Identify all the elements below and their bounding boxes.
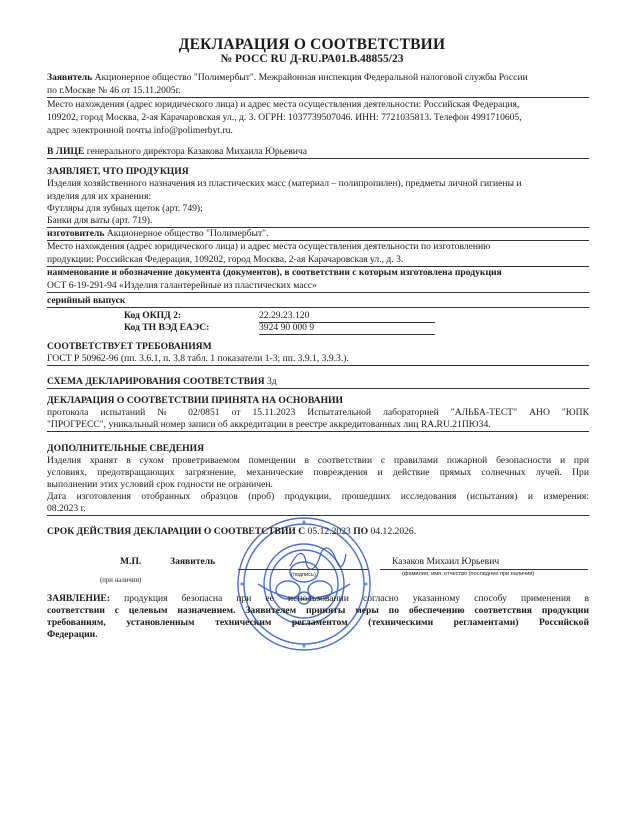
release-type: серийный выпуск bbox=[47, 295, 126, 306]
applicant-label: Заявитель bbox=[47, 72, 93, 83]
basis-line-1-text: протокола испытаний № 02/0851 от 15.11.2023 Испытательной лабораторией "АЛЬБА-ТЕСТ" АНО "ЮПК bbox=[47, 407, 589, 418]
manufacturer-label: изготовитель bbox=[47, 228, 105, 239]
divider bbox=[259, 334, 435, 335]
product-line-2: изделия для их хранения: bbox=[47, 191, 152, 202]
additional-line-2-text: условиях, предотвращающих загрязнение, механические повреждения и действие прямых солнечных лучей. При bbox=[47, 467, 589, 478]
mp-caption: (при наличии) bbox=[100, 577, 142, 584]
mp-label: М.П. bbox=[120, 556, 142, 567]
okpd-label: Код ОКПД 2: bbox=[124, 310, 182, 321]
divider bbox=[47, 365, 589, 366]
additional-line-1-text: Изделия хранят в сухом проветриваемом помещении в соответствии с правилами пожарной безопасности и при bbox=[47, 455, 589, 466]
statement-text-3: требованиям, установленным техническим регламентом (техническими регламентами) Российской bbox=[47, 617, 589, 628]
divider bbox=[47, 158, 589, 159]
statement-line-2 bbox=[47, 605, 589, 617]
additional-line-5: 08.2023 г. bbox=[47, 503, 86, 514]
scheme-line bbox=[47, 376, 277, 388]
additional-line-1 bbox=[47, 455, 589, 467]
signature-mark bbox=[288, 546, 348, 572]
statement-label: ЗАЯВЛЕНИЕ: bbox=[47, 593, 111, 604]
additional-line-3: выполнении этих условий срок годности не ограничен. bbox=[47, 479, 273, 490]
scheme-heading: СХЕМА ДЕКЛАРИРОВАНИЯ СООТВЕТСТВИЯ bbox=[47, 376, 265, 387]
tnved-value: 3924 90 000 9 bbox=[259, 322, 315, 333]
additional-line-2 bbox=[47, 467, 589, 479]
applicant-name: Акционерное общество "Полимербыт". Межрайонная инспекция Федеральной налоговой службы России bbox=[94, 72, 528, 83]
manufacturer-line bbox=[47, 228, 268, 240]
applicant-address-line-1: Место нахождения (адрес юридического лица) и адрес места осуществления деятельности: Российская Федерация, bbox=[47, 99, 520, 110]
signer-name-caption: (фамилия, имя, отчество (последнее при наличии) bbox=[402, 571, 535, 577]
product-heading: ЗАЯВЛЯЕТ, ЧТО ПРОДУКЦИЯ bbox=[47, 166, 189, 177]
declaration-number: № РОСС RU Д-RU.РА01.В.48855/23 bbox=[220, 53, 404, 65]
declaration-title: ДЕКЛАРАЦИЯ О СООТВЕТСТВИИ bbox=[178, 36, 446, 53]
divider bbox=[47, 97, 589, 98]
additional-line-4-text: Дата изготовления отобранных образцов (проб) продукции, прошедших исследования (испытания) и измерения: bbox=[47, 491, 589, 502]
represented-person: генерального директора Казакова Михаила Юрьевича bbox=[86, 146, 308, 157]
requirements-text: ГОСТ Р 50962-96 (пп. 3.6.1, п. 3.8 табл. 1 показатели 1-3; пп. 3.9.1, 3.9.3.). bbox=[47, 353, 349, 364]
basis-line-2: "ПРОГРЕСС", уникальный номер записи об аккредитации в реестре аккредитованных лиц RA.RU.21ПЮ34. bbox=[47, 419, 491, 430]
validity-line bbox=[47, 526, 416, 538]
validity-heading: СРОК ДЕЙСТВИЯ ДЕКЛАРАЦИИ О СООТВЕТСТВИИ С bbox=[47, 526, 306, 537]
product-line-3: Футляры для зубных щеток (арт. 749); bbox=[47, 203, 203, 214]
applicant-registration: по г.Москве № 46 от 15.11.2005г. bbox=[47, 85, 181, 96]
manufacturer-name: Акционерное общество "Полимербыт". bbox=[106, 228, 269, 239]
scheme-value: 3д bbox=[266, 376, 277, 387]
statement-line-4: Федерации. bbox=[47, 629, 98, 640]
validity-to: 04.12.2026. bbox=[370, 526, 417, 537]
applicant-address-line-2: 109202, город Москва, 2-ая Карачаровская ул., д. 3. ОГРН: 1037739507046. ИНН: 7721035813. Телефон 4991710605, bbox=[47, 112, 522, 123]
represented-by bbox=[47, 146, 307, 158]
divider bbox=[47, 307, 589, 308]
requirements-heading: СООТВЕТСТВУЕТ ТРЕБОВАНИЯМ bbox=[47, 341, 212, 352]
applicant-sign-label: Заявитель bbox=[170, 556, 216, 567]
document-value: ОСТ 6-19-291-94 «Изделия галантерейные из пластических масс» bbox=[47, 280, 317, 291]
basis-heading: ДЕКЛАРАЦИЯ О СООТВЕТСТВИИ ПРИНЯТА НА ОСНОВАНИИ bbox=[47, 395, 343, 406]
product-line-4: Банки для ваты (арт. 719). bbox=[47, 215, 153, 226]
statement-line-1 bbox=[47, 593, 589, 605]
divider bbox=[47, 292, 589, 293]
okpd-value: 22.29.23.120 bbox=[259, 310, 310, 321]
additional-heading: ДОПОЛНИТЕЛЬНЫЕ СВЕДЕНИЯ bbox=[47, 443, 205, 454]
represented-label: В ЛИЦЕ bbox=[47, 146, 85, 157]
additional-line-4 bbox=[47, 491, 589, 503]
validity-to-label: ПО bbox=[353, 526, 369, 537]
tnved-label: Код ТН ВЭД ЕАЭС: bbox=[124, 322, 210, 333]
divider bbox=[47, 388, 589, 389]
divider bbox=[47, 431, 589, 432]
signer-name: Казаков Михаил Юрьевич bbox=[392, 556, 500, 567]
manufacturer-address-line-2: продукции: Российская Федерация, 109202, город Москва, 2-ая Карачаровская ул., д. 3. bbox=[47, 254, 404, 265]
statement-line-3 bbox=[47, 617, 589, 629]
document-label: наименование и обозначение документа (документов), в соответствии с которым изготовлена продукция bbox=[47, 267, 502, 278]
statement-text-1: продукция безопасна при ее использовании согласно указанному способу применения в bbox=[124, 593, 589, 604]
basis-line-1 bbox=[47, 407, 589, 419]
statement-text-2: соответствии с целевым назначением. Заявителем приняты меры по обеспечению соответствия продукции bbox=[47, 605, 589, 616]
applicant-line-1 bbox=[47, 72, 528, 84]
applicant-address-line-3: адрес электронной почты info@polimerbyt.ru. bbox=[47, 125, 233, 136]
product-line-1: Изделия хозяйственного назначения из пластических масс (материал – полипропилен), предметы личной гигиены и bbox=[47, 178, 522, 189]
validity-from: 05.12.2023 bbox=[307, 526, 351, 537]
manufacturer-address-line-1: Место нахождения (адрес юридического лица) и адрес места осуществления деятельности по изготовлению bbox=[47, 241, 491, 252]
sign-caption: (подпись) bbox=[291, 572, 316, 578]
